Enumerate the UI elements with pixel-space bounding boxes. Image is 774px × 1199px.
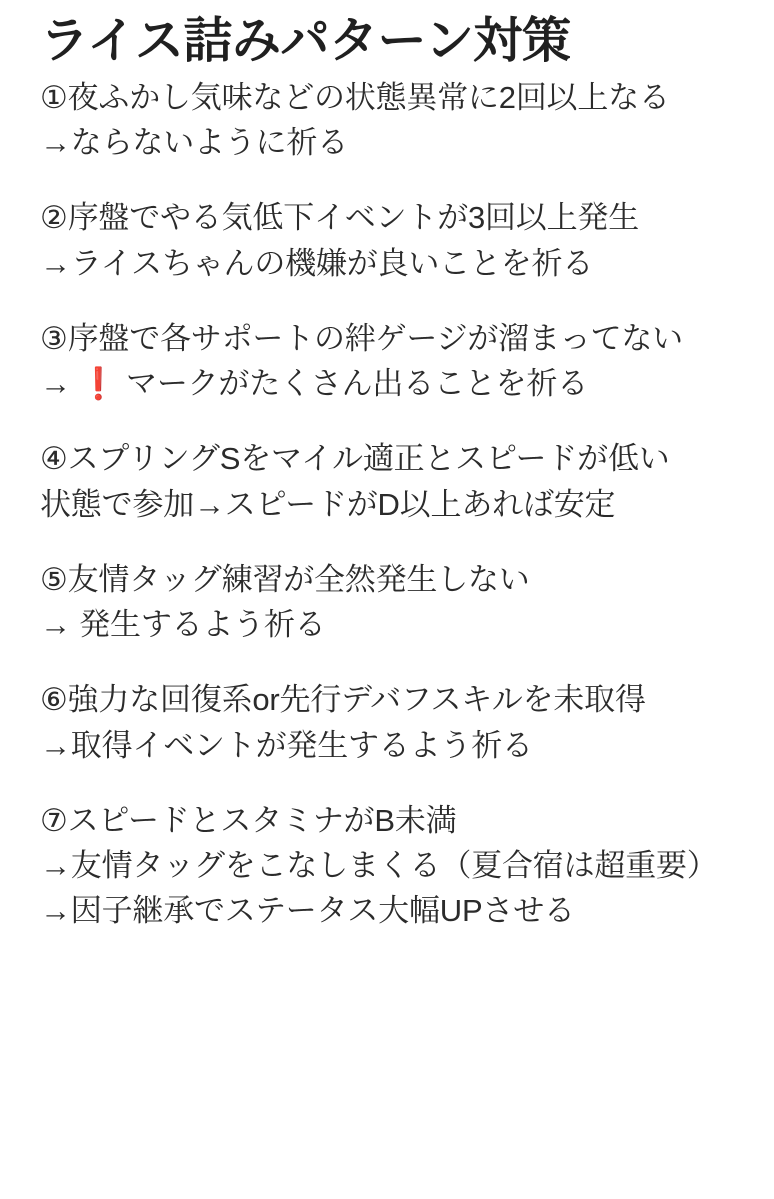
exclamation-icon: ❗ [79,366,118,402]
text-block-4 [40,436,740,527]
text-block-2 [40,195,740,286]
text-line: →ならないように祈る [40,125,348,161]
text-line: ④スプリングSをマイル適正とスピードが低い [40,441,670,477]
text-line: ①夜ふかし気味などの状態異常に2回以上なる [40,79,670,115]
text-line: ⑤友情タッグ練習が全然発生しない [40,561,530,597]
text-block-6 [40,677,740,768]
text-line-with-exclamation-icon: → ❗ マークがたくさん出ることを祈る [40,366,589,402]
text-line: ③序盤で各サポートの絆ゲージが溜まってない [40,320,683,356]
text-line: →取得イベントが発生するよう祈る [40,727,533,763]
text-block-5 [40,557,740,648]
text-line: 状態で参加→スピードがD以上あれば安定 [40,486,616,522]
text-line: →因子継承でステータス大幅UPさせる [40,893,575,929]
text-line: → 発生するよう祈る [40,607,326,643]
text-line: ⑥強力な回復系or先行デバフスキルを未取得 [40,682,646,718]
text-block-3 [40,316,740,407]
text-block-7 [40,798,740,934]
text-block-1 [40,75,740,166]
text-line: →友情タッグをこなしまくる（夏合宿は超重要） [40,848,718,884]
text-line: ⑦スピードとスタミナがB未満 [40,802,457,838]
page-title: ライス詰みパターン対策 [40,14,571,68]
text-line: →ライスちゃんの機嫌が良いことを祈る [40,245,594,281]
text-line: ②序盤でやる気低下イベントが3回以上発生 [40,200,640,236]
